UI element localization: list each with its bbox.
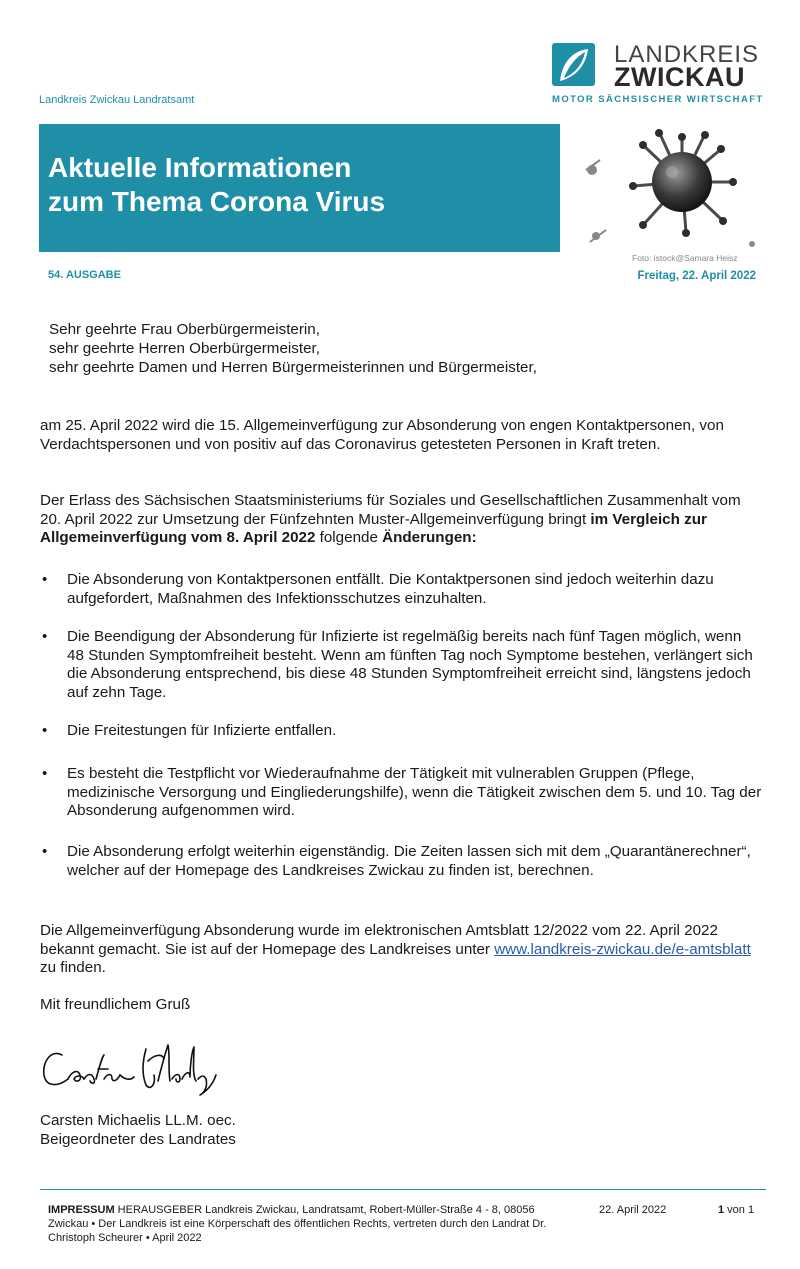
banner-title-line2: zum Thema Corona Virus (48, 186, 386, 217)
issue-number: 54. AUSGABE (48, 269, 121, 281)
footer-impressum-label: IMPRESSUM (48, 1204, 115, 1216)
closing-greeting: Mit freundlichem Gruß (40, 996, 191, 1013)
bullet-marker: • (42, 628, 48, 645)
bullet-marker: • (42, 765, 48, 782)
banner-title-line1: Aktuelle Informationen (48, 152, 352, 183)
footer-page-number (718, 1203, 754, 1217)
bullet-item-4: Es besteht die Testpflicht vor Wiederaufnahme der Tätigkeit mit vulnerablen Gruppen (Pflege, medizinische Versorgung und Eingliederungshilfe), wenn die Tätigkeit zwischen dem 5. und 10. Tag der Absonderung aufgenommen wird. (67, 765, 762, 819)
publication-paragraph (40, 922, 762, 978)
footer-page-total: von 1 (724, 1204, 755, 1216)
publication-text-a: Die Allgemeinverfügung Absonderung wurde im elektronischen Amtsblatt 12/2022 vom 22. April 2022 bekannt gemacht. Sie ist auf der Homepage des Landkreises unter (40, 922, 718, 958)
logo-text-zwickau: ZWICKAU (614, 62, 745, 92)
bullet-item-5: Die Absonderung erfolgt weiterhin eigenständig. Die Zeiten lassen sich mit dem „Quarantänerechner“, welcher auf der Homepage des Landkreises Zwickau zu finden ist, berechnen. (67, 843, 751, 879)
virus-image (582, 124, 760, 252)
bullet-marker: • (42, 722, 48, 739)
logo-text-landkreis: LANDKREIS (614, 41, 760, 68)
footer-date: 22. April 2022 (599, 1204, 667, 1216)
bullet-item-2: Die Beendigung der Absonderung für Infizierte ist regelmäßig bereits nach fünf Tagen möglich, wenn 48 Stunden Symptomfreiheit besteht. Wenn am fünften Tag noch Symptome bestehen, verlängert sich die Absonderung entsprechend, bis diese 48 Stunden Symptomfreiheit erreicht sind, längstens jedoch auf zehn Tage. (67, 628, 753, 701)
amtsblatt-link[interactable]: www.landkreis-zwickau.de/e-amtsblatt (494, 940, 751, 958)
decree-bold-a: im Vergleich zur Allgemeinverfügung vom 8. April 2022 (40, 510, 707, 546)
salutation-line-3: sehr geehrte Damen und Herren Bürgermeisterinnen und Bürgermeister, (49, 359, 537, 376)
decree-text-a: Der Erlass des Sächsischen Staatsministeriums für Soziales und Gesellschaftlichen Zusammenhalt vom 20. April 2022 zur Umsetzung der Fünfzehnten Muster-Allgemeinverfügung bringt (40, 492, 741, 528)
landkreis-logo-icon (552, 43, 595, 86)
bullet-marker: • (42, 571, 48, 588)
footer-page-current: 1 (718, 1204, 725, 1216)
salutation-line-1: Sehr geehrte Frau Oberbürgermeisterin, (49, 321, 320, 338)
logo-tagline: MOTOR SÄCHSISCHER WIRTSCHAFT (552, 94, 764, 105)
intro-paragraph: am 25. April 2022 wird die 15. Allgemeinverfügung zur Absonderung von engen Kontaktpersonen, von Verdachtspersonen und von positiv auf das Coronavirus getesteten Personen in Kraft treten. (40, 417, 724, 453)
office-name: Landkreis Zwickau Landratsamt (39, 94, 195, 106)
decree-paragraph (40, 492, 762, 548)
decree-bold-b: Änderungen: (382, 529, 477, 546)
issue-date: Freitag, 22. April 2022 (637, 270, 756, 282)
decree-text-b: folgende (315, 529, 383, 546)
footer-impressum (48, 1203, 558, 1245)
footer-impressum-text: HERAUSGEBER Landkreis Zwickau, Landratsamt, Robert-Müller-Straße 4 - 8, 08056 Zwickau • Der Landkreis ist eine Körperschaft des öffentlichen Rechts, vertreten durch den Landrat Dr. Christoph Scheurer • April 2022 (48, 1204, 547, 1244)
publication-text-b: zu finden. (40, 959, 106, 976)
signer-title: Beigeordneter des Landrates (40, 1131, 236, 1148)
bullet-item-1: Die Absonderung von Kontaktpersonen entfällt. Die Kontaktpersonen sind jedoch weiterhin dazu aufgefordert, Maßnahmen des Infektionsschutzes einzuhalten. (67, 571, 714, 607)
footer-divider (40, 1189, 766, 1190)
signer-name: Carsten Michaelis LL.M. oec. (40, 1112, 236, 1129)
photo-credit: Foto: istock@Samara Heisz (632, 253, 738, 263)
bullet-marker: • (42, 843, 48, 860)
salutation-line-2: sehr geehrte Herren Oberbürgermeister, (49, 340, 320, 357)
bullet-item-3: Die Freitestungen für Infizierte entfallen. (67, 722, 337, 739)
handwritten-signature (38, 1035, 228, 1097)
